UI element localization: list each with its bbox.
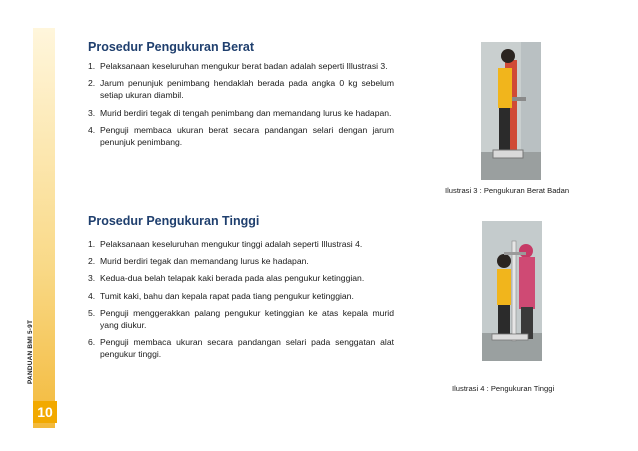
list-item: 2. Murid berdiri tegak dan memandang lurus ke hadapan.	[88, 256, 309, 267]
list-item: 4. Penguji membaca ukuran berat secara pandangan selari dengan jarum penunjuk penimbang.	[88, 124, 394, 148]
list-item: 6. Penguji membaca ukuran secara pandangan selari pada senggatan alat pengukur tinggi.	[88, 337, 394, 360]
list-item: 2. Jarum penunjuk penimbang hendaklah berada pada angka 0 kg sebelum setiap ukuran diambil.	[88, 78, 394, 101]
height-steps	[88, 238, 394, 361]
list-item: 1. Pelaksanaan keseluruhan mengukur tinggi adalah seperti Illustrasi 4.	[88, 239, 363, 249]
sidebar-label: PANDUAN BMI 5-9T	[27, 319, 34, 384]
page-number: 10	[33, 401, 57, 423]
list-item: 3. Kedua-dua belah telapak kaki berada pada alas pengukur ketinggian.	[88, 273, 365, 284]
height-section-title: Prosedur Pengukuran Tinggi	[88, 214, 260, 228]
height-section	[88, 214, 394, 366]
weight-steps	[88, 60, 394, 148]
list-item: 3. Murid berdiri tegak di tengah penimbang dan memandang lurus ke hadapan.	[88, 107, 392, 118]
height-caption: Ilustrasi 4 : Pengukuran Tinggi	[452, 384, 555, 393]
list-item: 5. Penguji menggerakkan palang pengukur ketinggian ke atas kepala murid yang diukur.	[88, 307, 394, 331]
height-photo	[482, 221, 542, 361]
side-accent-strip	[33, 28, 55, 428]
weight-section	[88, 40, 394, 153]
list-item: 4. Tumit kaki, bahu dan kepala rapat pada tiang pengukur ketinggian.	[88, 290, 354, 301]
weight-caption: Ilustrasi 3 : Pengukuran Berat Badan	[445, 186, 570, 195]
list-item: 1. Pelaksanaan keseluruhan mengukur berat badan adalah seperti Illustrasi 3.	[88, 61, 388, 71]
weight-photo	[481, 42, 541, 180]
weight-section-title: Prosedur Pengukuran Berat	[88, 40, 255, 54]
